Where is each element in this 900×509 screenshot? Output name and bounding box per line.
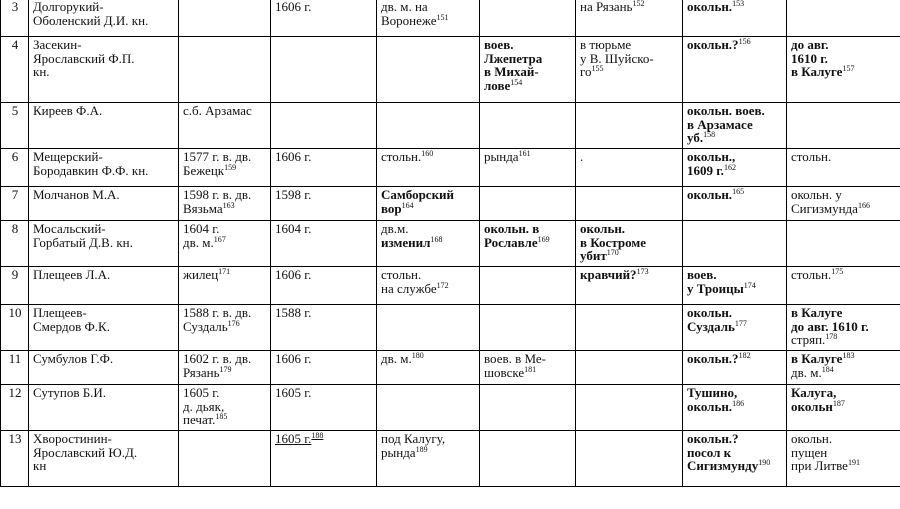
cell-shuisky [576, 305, 683, 351]
cell-text: Рязань [183, 364, 220, 380]
cell-person-name [29, 431, 179, 487]
cell-text: Плещеев Л.А. [33, 267, 111, 282]
cell-first-service [179, 385, 271, 431]
cell-text: Калуга, [791, 385, 837, 400]
cell-text: Вязьма [183, 200, 223, 216]
cell-shuisky [576, 267, 683, 305]
cell-lzhedmitry-i [377, 385, 480, 431]
cell-lzhedmitry-i [377, 221, 480, 267]
cell-text: на Рязань [580, 0, 633, 14]
cell-shuisky [576, 351, 683, 385]
cell-text: Молчанов М.А. [33, 187, 120, 202]
footnote-marker: 151 [436, 12, 449, 22]
cell-text: лове [484, 77, 511, 93]
cell-shuisky [576, 221, 683, 267]
table-body [1, 0, 900, 487]
cell-text: воев. в Ме- [484, 351, 546, 366]
cell-text: 3 [11, 0, 19, 14]
table-row [1, 187, 900, 221]
footnote-marker: 177 [734, 318, 747, 328]
cell-first-service [179, 149, 271, 187]
cell-text: до авг. 1610 г. [791, 318, 869, 334]
cell-text: 1609 г. [687, 162, 724, 178]
cell-service-year [271, 37, 377, 103]
cell-text: дв.м. [381, 221, 409, 236]
cell-text: посол к [687, 444, 732, 460]
footnote-marker: 163 [222, 200, 235, 210]
cell-text: Засекин- [33, 37, 82, 52]
cell-text: Сигизмунда [791, 200, 858, 216]
cell-first-service [179, 431, 271, 487]
cell-text: го [580, 64, 592, 79]
cell-text: 7 [11, 187, 19, 202]
cell-text: окольн. у [791, 187, 842, 202]
cell-service-year [271, 187, 377, 221]
cell-row-number [1, 431, 29, 487]
cell-text: 12 [8, 385, 22, 400]
cell-text: Мосальский- [33, 221, 106, 236]
cell-lzhedmitry-i [377, 267, 480, 305]
cell-text: 11 [8, 351, 22, 366]
cell-text: окольн.? [687, 431, 739, 446]
cell-shuisky [576, 431, 683, 487]
cell-row-number [1, 221, 29, 267]
cell-text: кн [33, 458, 47, 473]
footnote-marker: 175 [831, 267, 844, 276]
footnote-marker: 187 [832, 398, 845, 408]
cell-shuisky [576, 0, 683, 37]
cell-kaluga [787, 267, 900, 305]
cell-kaluga [787, 187, 900, 221]
cell-lzhedmitry-i [377, 431, 480, 487]
cell-row-number [1, 187, 29, 221]
footnote-marker: 174 [743, 280, 756, 290]
cell-first-service [179, 187, 271, 221]
cell-kaluga [787, 305, 900, 351]
footnote-marker: 189 [415, 444, 428, 454]
cell-service-year [271, 103, 377, 149]
cell-text: в Михай- [484, 64, 539, 79]
cell-text: 9 [11, 267, 19, 282]
cell-text: 5 [11, 103, 19, 118]
cell-text: 1606 г. [275, 0, 312, 14]
cell-text: Плещеев- [33, 305, 87, 320]
cell-shuisky [576, 385, 683, 431]
footnote-marker: 185 [215, 412, 228, 421]
footnote-marker: 160 [421, 149, 434, 158]
cell-kaluga [787, 385, 900, 431]
footnote-marker: 173 [636, 267, 649, 276]
cell-text: до авг. [791, 37, 829, 52]
cell-kaluga [787, 221, 900, 267]
cell-first-service [179, 37, 271, 103]
cell-row-number [1, 0, 29, 37]
cell-person-name [29, 149, 179, 187]
cell-text: Смердов Ф.К. [33, 318, 110, 334]
cell-text: Лжепетра [484, 50, 543, 66]
footnote-marker: 153 [732, 0, 745, 8]
cell-text: окольн. [687, 305, 733, 320]
cell-text: Рославле [484, 234, 538, 250]
cell-text: в Калуге [791, 305, 843, 320]
cell-text: окольн. воев. [687, 103, 765, 118]
cell-first-service [179, 103, 271, 149]
cell-tushino [683, 385, 787, 431]
cell-bolotnikov [480, 351, 576, 385]
cell-first-service [179, 221, 271, 267]
cell-text: 4 [11, 37, 19, 52]
cell-text: воев. [687, 267, 717, 282]
cell-first-service [179, 0, 271, 37]
footnote-marker: 161 [518, 149, 531, 158]
cell-service-year [271, 0, 377, 37]
footnote-marker: 155 [591, 64, 604, 73]
table-row [1, 149, 900, 187]
cell-tushino [683, 103, 787, 149]
footnote-marker: 190 [758, 458, 771, 467]
table-row [1, 103, 900, 149]
cell-text: 1604 г. [183, 221, 220, 236]
footnote-marker: 158 [703, 130, 716, 139]
cell-text: Долгорукий- [33, 0, 104, 14]
cell-row-number [1, 305, 29, 351]
cell-service-year [271, 385, 377, 431]
footnote-marker: 179 [219, 364, 232, 374]
cell-shuisky [576, 37, 683, 103]
cell-text: дв. м. [183, 234, 214, 250]
cell-text: Киреев Ф.А. [33, 103, 103, 118]
footnote-marker: 188 [311, 431, 324, 440]
cell-lzhedmitry-i [377, 305, 480, 351]
cell-text: Воронеже [381, 12, 437, 28]
footnote-marker: 167 [213, 234, 226, 244]
footnote-marker: 170 [606, 248, 619, 257]
table-row [1, 37, 900, 103]
cell-bolotnikov [480, 267, 576, 305]
cell-text: Бежецк [183, 162, 225, 178]
cell-text: на службе [381, 280, 437, 296]
cell-text: с.б. Арзамас [183, 103, 252, 118]
cell-kaluga [787, 103, 900, 149]
cell-text: Сигизмунду [687, 458, 759, 473]
cell-text: уб. [687, 130, 704, 145]
cell-text: Мещерский- [33, 149, 103, 164]
footnote-marker: 159 [224, 162, 237, 172]
footnote-marker: 181 [524, 364, 537, 374]
cell-text: в Калуге [791, 64, 843, 79]
cell-text: Сумбулов Г.Ф. [33, 351, 114, 366]
cell-text: 1605 г. [275, 431, 312, 446]
cell-person-name [29, 0, 179, 37]
cell-person-name [29, 103, 179, 149]
footnote-marker: 162 [723, 162, 736, 172]
cell-text: 1598 г. [275, 187, 312, 202]
footnote-marker: 165 [732, 187, 745, 196]
cell-bolotnikov [480, 0, 576, 37]
cell-text: 8 [11, 221, 19, 236]
cell-bolotnikov [480, 149, 576, 187]
cell-text: 1598 г. в. дв. [183, 187, 252, 202]
table-row [1, 385, 900, 431]
cell-text: . [580, 149, 584, 164]
cell-lzhedmitry-i [377, 0, 480, 37]
table-row [1, 305, 900, 351]
cell-first-service [179, 305, 271, 351]
cell-first-service [179, 351, 271, 385]
cell-person-name [29, 305, 179, 351]
cell-text: окольн., [687, 149, 736, 164]
footnote-marker: 172 [436, 280, 449, 290]
cell-tushino [683, 431, 787, 487]
footnote-marker: 182 [738, 351, 751, 360]
cell-first-service [179, 267, 271, 305]
cell-text: окольн. [687, 187, 733, 202]
cell-text: 1577 г. в. дв. [183, 149, 252, 164]
table-row [1, 431, 900, 487]
cell-text: стольн. [791, 267, 832, 282]
cell-shuisky [576, 187, 683, 221]
cell-person-name [29, 351, 179, 385]
cell-text: 1606 г. [275, 149, 312, 164]
cell-text: окольн. [687, 398, 733, 414]
cell-text: Оболенский Д.И. кн. [33, 12, 149, 28]
cell-text: в Костроме [580, 234, 646, 250]
cell-text: убит [580, 248, 607, 263]
cell-lzhedmitry-i [377, 351, 480, 385]
cell-tushino [683, 221, 787, 267]
cell-text: под Калугу, [381, 431, 446, 446]
cell-bolotnikov [480, 103, 576, 149]
cell-lzhedmitry-i [377, 103, 480, 149]
footnote-marker: 152 [632, 0, 645, 8]
cell-text: окольн [791, 398, 833, 414]
cell-tushino [683, 187, 787, 221]
footnote-marker: 164 [401, 200, 414, 210]
cell-service-year [271, 149, 377, 187]
cell-shuisky [576, 103, 683, 149]
table-row [1, 221, 900, 267]
cell-text: пущен [791, 444, 828, 460]
cell-text: 1604 г. [275, 221, 312, 236]
cell-text: стольн. [381, 267, 422, 282]
footnote-marker: 169 [537, 234, 550, 244]
cell-text: дв. м. [791, 364, 822, 380]
cell-text: 1605 г. [183, 385, 220, 400]
cell-text: жилец [183, 267, 219, 282]
table-row [1, 267, 900, 305]
footnote-marker: 180 [411, 351, 424, 360]
cell-text: окольн. в [484, 221, 540, 236]
cell-row-number [1, 351, 29, 385]
cell-text: 1602 г. в. дв. [183, 351, 252, 366]
cell-bolotnikov [480, 221, 576, 267]
cell-text: рында [484, 149, 519, 164]
cell-tushino [683, 0, 787, 37]
footnote-marker: 168 [430, 234, 443, 244]
cell-shuisky [576, 149, 683, 187]
cell-text: в Арзамасе [687, 116, 753, 132]
cell-lzhedmitry-i [377, 149, 480, 187]
cell-text: кн. [33, 64, 50, 79]
cell-kaluga [787, 149, 900, 187]
cell-text: 1605 г. [275, 385, 312, 400]
cell-text: 1588 г. в. дв. [183, 305, 252, 320]
cell-text: Ярославский Ю.Д. [33, 444, 138, 460]
cell-text: вор [381, 200, 402, 216]
cell-text: 13 [8, 431, 22, 446]
cell-text: печат. [183, 412, 216, 427]
cell-text: Ярославский Ф.П. [33, 50, 135, 66]
cell-text: изменил [381, 234, 431, 250]
cell-text: 1588 г. [275, 305, 312, 320]
cell-row-number [1, 385, 29, 431]
cell-text: 1610 г. [791, 50, 828, 66]
cell-text: Тушино, [687, 385, 738, 400]
cell-text: Бородавкин Ф.Ф. кн. [33, 162, 149, 178]
cell-person-name [29, 385, 179, 431]
cell-tushino [683, 149, 787, 187]
cell-row-number [1, 37, 29, 103]
cell-text: Суздаль [183, 318, 228, 334]
cell-row-number [1, 149, 29, 187]
cell-text: 1606 г. [275, 351, 312, 366]
cell-text: окольн.? [687, 351, 739, 366]
cell-tushino [683, 305, 787, 351]
cell-text: дв. м. [381, 351, 412, 366]
cell-text: стольн. [791, 149, 832, 164]
cell-person-name [29, 221, 179, 267]
cell-text: рында [381, 444, 416, 460]
table-row [1, 0, 900, 37]
cell-text: 1606 г. [275, 267, 312, 282]
footnote-marker: 178 [825, 332, 838, 341]
cell-text: Горбатый Д.В. кн. [33, 234, 133, 250]
footnote-marker: 171 [218, 267, 231, 276]
cell-text: 6 [11, 149, 19, 164]
cell-kaluga [787, 0, 900, 37]
cell-text: окольн. [687, 0, 733, 14]
cell-service-year [271, 221, 377, 267]
cell-bolotnikov [480, 37, 576, 103]
cell-text: у В. Шуйско- [580, 50, 654, 66]
footnote-marker: 157 [842, 64, 855, 73]
cell-tushino [683, 267, 787, 305]
cell-row-number [1, 103, 29, 149]
cell-bolotnikov [480, 187, 576, 221]
footnote-marker: 176 [227, 318, 240, 328]
cell-text: в Калуге [791, 351, 843, 366]
cell-text: 10 [8, 305, 22, 320]
cell-text: окольн. [791, 431, 833, 446]
cell-row-number [1, 267, 29, 305]
footnote-marker: 156 [738, 37, 751, 46]
cell-service-year [271, 267, 377, 305]
cell-tushino [683, 351, 787, 385]
cell-text: д. дьяк, [183, 398, 225, 414]
table-row [1, 351, 900, 385]
cell-text: Самборский [381, 187, 455, 202]
footnote-marker: 184 [821, 364, 834, 374]
cell-text: при Литве [791, 458, 848, 473]
cell-text: Суздаль [687, 318, 735, 334]
cell-service-year [271, 305, 377, 351]
cell-text: кравчий? [580, 267, 637, 282]
cell-lzhedmitry-i [377, 187, 480, 221]
cell-bolotnikov [480, 385, 576, 431]
cell-kaluga [787, 37, 900, 103]
footnote-marker: 186 [732, 398, 745, 408]
cell-text: стряп. [791, 332, 826, 347]
cell-text: окольн. [580, 221, 626, 236]
cell-text: окольн.? [687, 37, 739, 52]
cell-text: у Троицы [687, 280, 744, 296]
cell-service-year [271, 351, 377, 385]
cell-text: шовске [484, 364, 525, 380]
cell-service-year [271, 431, 377, 487]
cell-kaluga [787, 431, 900, 487]
footnote-marker: 154 [510, 77, 523, 87]
cell-text: стольн. [381, 149, 422, 164]
cell-text: в тюрьме [580, 37, 632, 52]
cell-tushino [683, 37, 787, 103]
cell-person-name [29, 267, 179, 305]
cell-person-name [29, 37, 179, 103]
footnote-marker: 183 [842, 351, 855, 360]
cell-text: дв. м. на [381, 0, 428, 14]
cell-bolotnikov [480, 431, 576, 487]
footnote-marker: 166 [857, 200, 870, 210]
cell-person-name [29, 187, 179, 221]
cell-bolotnikov [480, 305, 576, 351]
footnote-marker: 191 [847, 458, 860, 467]
cell-lzhedmitry-i [377, 37, 480, 103]
cell-kaluga [787, 351, 900, 385]
cell-text: Хворостинин- [33, 431, 112, 446]
cell-text: Сутупов Б.И. [33, 385, 107, 400]
cell-text: воев. [484, 37, 514, 52]
